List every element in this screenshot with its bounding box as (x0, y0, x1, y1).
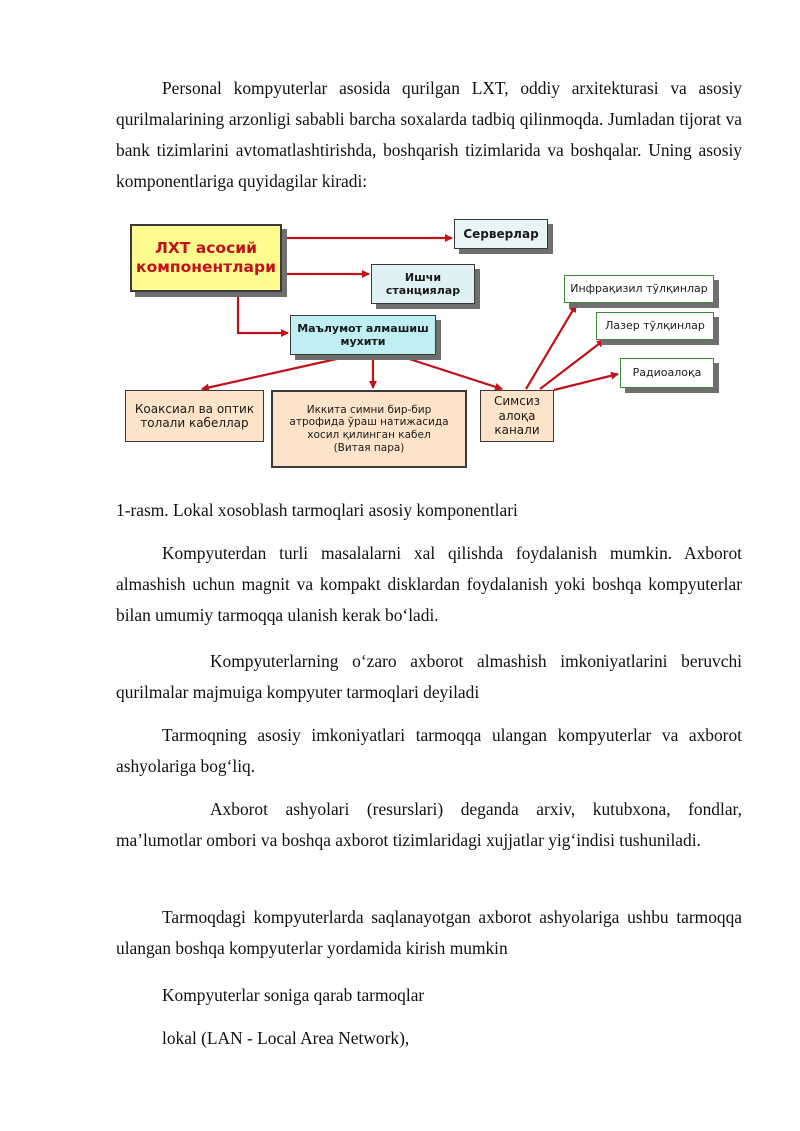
twist-label-line3: хосил қилинган кабел (307, 429, 431, 441)
wireless-label-line1: Симсиз (493, 394, 540, 409)
media-label-line2: мухити (340, 335, 386, 348)
wireless-label-line3: канали (494, 423, 540, 438)
servers-label: Серверлар (463, 226, 539, 241)
wireless-label-line2: алоқа (498, 408, 536, 423)
arrow-to-coax (202, 356, 350, 389)
twist-label-line1: Иккита симни бир-бир (306, 403, 432, 416)
radio-label: Радиоалоқа (632, 366, 702, 380)
servers-box (454, 219, 548, 249)
workstations-label-line2: станциялар (385, 284, 461, 297)
twist-label-line4: (Витая пара) (333, 441, 405, 454)
coax-label-line2: толали кабеллар (140, 416, 249, 430)
infrared-label: Инфрақизил тўлқинлар (570, 282, 708, 296)
laser-box (596, 312, 714, 340)
figure-caption: 1-rasm. Lokal xosoblash tarmoqlari asosiy komponentlari (116, 500, 518, 520)
main-label-line2: компонентлари (136, 258, 276, 276)
paragraph-4: Axborot ashyolari (resurslari) deganda arxiv, kutubxona, fondlar, ma’lumotlar ombori va boshqa axborot tizimlaridagi xujjatlar yig‘indisi tushuniladi. (116, 799, 742, 850)
arrow-to-infrared (526, 305, 576, 389)
arrow-to-media (238, 292, 288, 333)
laser-label: Лазер тўлқинлар (605, 319, 705, 333)
paragraph-5: Tarmoqdagi kompyuterlarda saqlanayotgan axborot ashyolariga ushbu tarmoqqa ulangan boshqa kompyuterlar yordamida kirish mumkin (116, 907, 742, 958)
intro-paragraph: Personal kompyuterlar asosida qurilgan LXT, oddiy arxitekturasi va asosiy qurilmalarining arzonligi sababli barcha soxalarda tadbiq qilinmoqda. Jumladan tijorat va bank tizimlarini avtomatlashtirishda, boshqarish tizimlarida va boshqalar. Uning asosiy komponentlariga quyidagilar kiradi: (116, 78, 742, 191)
main-components-box (130, 224, 282, 292)
wireless-channel-box (480, 390, 554, 442)
workstations-box (371, 264, 475, 304)
paragraph-7: lokal (LAN - Local Area Network), (162, 1028, 410, 1048)
radio-box (620, 358, 714, 388)
coax-fiber-box (125, 390, 264, 442)
lan-components-diagram (118, 212, 740, 474)
arrow-to-radio (554, 374, 618, 390)
paragraph-2: Kompyuterlarning o‘zaro axborot almashish imkoniyatlarini beruvchi qurilmalar majmuiga kompyuter tarmoqlari deyiladi (116, 651, 742, 702)
coax-label-line1: Коаксиал ва оптик (134, 401, 255, 416)
exchange-media-box (290, 315, 436, 355)
paragraph-1: Kompyuterdan turli masalalarni xal qilishda foydalanish mumkin. Axborot almashish uchun magnit va kompakt disklardan foydalanish yoki boshqa kompyuterlar bilan umumiy tarmoqqa ulanish kerak bo‘ladi. (116, 543, 742, 625)
arrow-to-wireless (400, 356, 502, 389)
main-label-line1: ЛХТ асосий (154, 239, 257, 258)
workstations-label-line1: Ишчи (404, 270, 442, 284)
paragraph-6: Kompyuterlar soniga qarab tarmoqlar (162, 985, 425, 1005)
media-label-line1: Маълумот алмашиш (297, 321, 429, 335)
twisted-pair-box (271, 390, 467, 468)
infrared-box (564, 275, 714, 303)
twist-label-line2: атрофида ўраш натижасида (289, 416, 449, 429)
paragraph-3: Tarmoqning asosiy imkoniyatlari tarmoqqa ulangan kompyuterlar va axborot ashyolariga bog‘liq. (116, 725, 742, 776)
